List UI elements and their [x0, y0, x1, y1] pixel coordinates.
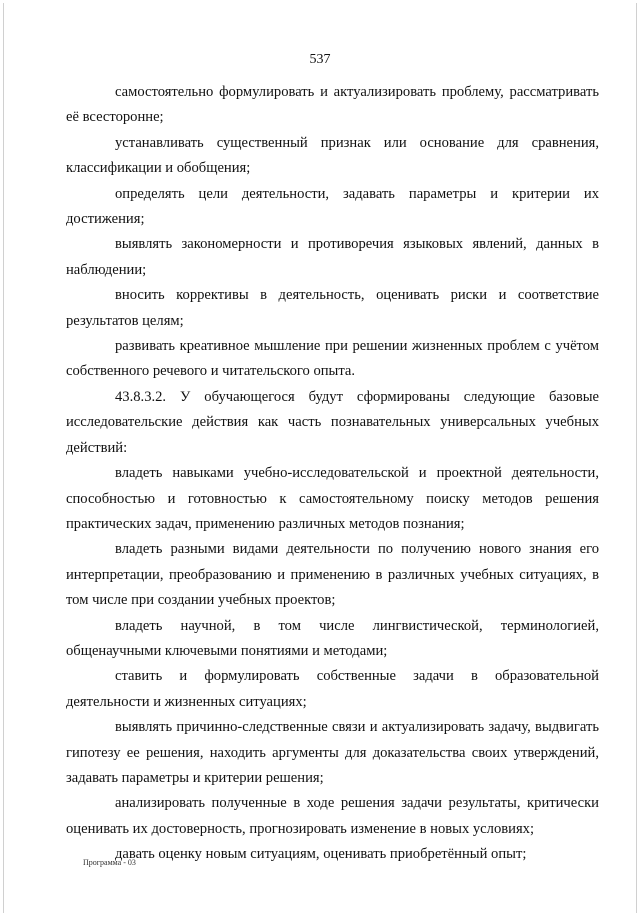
paragraph: выявлять закономерности и противоречия языковых явлений, данных в наблюдении;: [66, 236, 599, 278]
paragraph: выявлять причинно-следственные связи и актуализировать задачу, выдвигать гипотезу ее решения, находить аргументы для доказательства своих утверждений, задавать параметры и критерии решения;: [66, 719, 599, 786]
paragraph: устанавливать существенный признак или основание для сравнения, классификации и обобщения;: [66, 134, 599, 177]
paragraph: определять цели деятельности, задавать параметры и критерии их достижения;: [66, 185, 599, 228]
paragraph: вносить коррективы в деятельность, оценивать риски и соответствие результатов целям;: [66, 287, 599, 329]
section-paragraph: 43.8.3.2. У обучающегося будут сформированы следующие базовые исследовательские действия как часть познавательных универсальных учебных действий:: [66, 388, 599, 456]
paragraph: владеть разными видами деятельности по получению нового знания его интерпретации, преобразованию и применению в различных учебных ситуациях, в том числе при создании учебных проектов;: [66, 541, 599, 609]
footer-note: Программа - 03: [83, 858, 136, 867]
paragraph: владеть навыками учебно-исследовательской и проектной деятельности, способностью и готовностью к самостоятельному поиску методов решения практических задач, применению различных методов познания;: [66, 465, 599, 532]
paragraph: владеть научной, в том числе лингвистической, терминологией, общенаучными ключевыми понятиями и методами;: [66, 617, 599, 659]
paragraph: давать оценку новым ситуациям, оценивать приобретённый опыт;: [115, 846, 527, 863]
paragraph: анализировать полученные в ходе решения задачи результаты, критически оценивать их достоверность, прогнозировать изменение в новых условиях;: [66, 795, 599, 837]
page-number: 537: [309, 52, 331, 67]
paragraph: ставить и формулировать собственные задачи в образовательной деятельности и жизненных ситуациях;: [66, 668, 599, 710]
paragraph: развивать креативное мышление при решении жизненных проблем с учётом собственного речевого и читательского опыта.: [66, 338, 599, 380]
document-body: [66, 80, 599, 868]
paragraph: самостоятельно формулировать и актуализировать проблему, рассматривать её всесторонне;: [66, 84, 599, 126]
